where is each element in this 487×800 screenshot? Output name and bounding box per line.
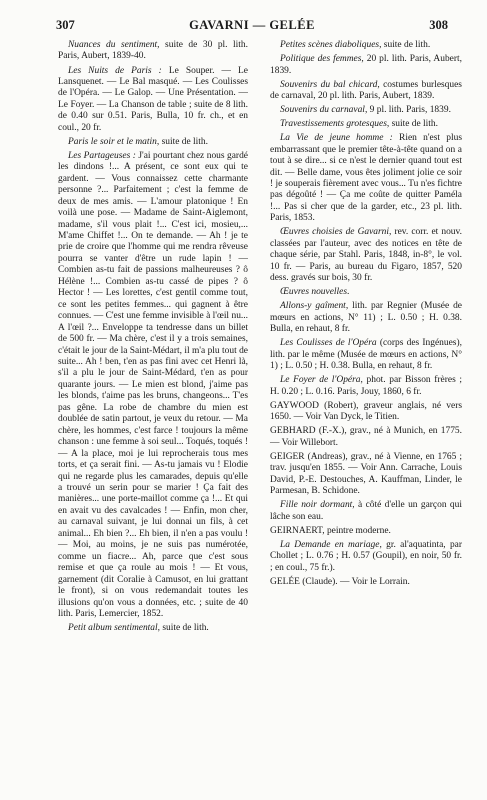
left-column [58, 40, 248, 637]
catalog-entry: Travestissements grotesques, suite de lith. [280, 119, 438, 130]
catalog-entry: Politique des femmes, 20 pl. lith. Paris, Aubert, 1839. [270, 54, 462, 76]
catalog-entry: Fille noir dormant, à côté d'elle un garçon qui lâche son eau. [270, 500, 462, 522]
catalog-entry: Souvenirs du bal chicard, costumes burlesques de carnaval, 20 pl. lith. Paris, Aubert, 1839. [270, 79, 462, 101]
running-title: GAVARNI — GELÉE [189, 18, 315, 32]
catalog-entry: Nuances du sentiment, suite de 30 pl. lith. Paris, Aubert, 1839-40. [58, 40, 248, 62]
running-header [56, 18, 448, 32]
catalog-entry: La Vie de jeune homme : Rien n'est plus embarrassant que le premier tête-à-tête quand on a tout à se dire... si ce n'est le dernier quand tout est dit. — Belle dame, vous êtes joliment jolie ce soir ! je souperais fièrement avec vous... Tu n'es fichtre pas dégoûté ! — Ça me coûte de quitter Paméla !... Pas si cher que de la garder, etc., 23 pl. lith. Paris, 1853. [270, 133, 462, 224]
catalog-entry: Paris le soir et le matin, suite de lith. [68, 136, 208, 147]
artist-entry: GELÉE (Claude). — Voir le Lorrain. [270, 576, 410, 587]
catalog-entry: Les Partageuses : J'ai pourtant chez nous gardé les dindons !... A présent, ce sont eux qui te gardent. — Vous connaissez cette charmante personne ?... Parfaitement ; c'est la femme de deux de mes amis. — L'amour platonique ! En voilà une pose. — Madame de Saint-Aiglemont, madame, s'il vous plait !... C'est ici, mosieu,... M'ame Chiffet !... On te demande. — Ah ! je te prie de croire que l'homme qui me rendra rêveuse pourra se vanter d'être un rude lapin ! — Combien as-tu fait de passions malheureuses ? ô Hélène !... Combien as-tu cassé de pipes ? ô Hector ! — Les lorettes, c'est gentil comme tout, ce sont les petites femmes... qui gagnent à être connues. — C'est une femme invisible à l'œil nu... A l'œil ?... Enveloppe ta tendresse dans un billet de 500 fr. — Ma chère, c'est il y a trois semaines, c'était le jour de la Saint-Médart, il m'a plu tout de suite... Ah ! ben, t'en as pas fini avec cet Henri là, s'il a plu le jour de Saint-Médard, t'en as pour quarante jours. — Le mien est blond, j'aime pas les blonds, t'aime pas les bruns, changeons... T'es pas gêne. La robe de chambre du mien est doublée de satin partout, je veux du retour. — Ma chère, les hommes, c'est farce ! toujours la même chanson : une femme à soi seul... Toqués, toqués ! — A la place, moi je lui reprocherais tous mes torts, et ça serait fini. — As-tu jamais vu ! Elodie qui ne regarde plus les camarades, depuis qu'elle a trouvé un serin pour se marier ! Ça fait des manières... une porte-maillot comme ça !... Et qui en avait vu des cavalcades ! — Enfin, mon cher, au carnaval suivant, je lui donnai un fils, à cet animal... Eh bien ?... Eh bien, il n'en a pas voulu ! — Moi, au moins, je ne suis pas numérotée, comme un fiacre... Ah, parce que c'est sous remise et que ça roule au mois ! — Et vous, garnement (dit Coralie à Camusot, en lui grattant le front), si on vous redemandait toutes les illusions qu'on vous a données, etc. ; suite de 40 lith. Paris, Lemercier, 1852. [58, 150, 248, 619]
catalog-entry: Allons-y gaîment, lith. par Regnier (Musée de mœurs en actions, N° 11) ; L. 0.50 ; H. 0.38. Bulla, en rehaut, 8 fr. [270, 301, 462, 335]
catalog-entry: Souvenirs du carnaval, 9 pl. lith. Paris, 1839. [280, 105, 451, 116]
catalog-subheading: Œuvres nouvelles. [280, 287, 350, 298]
artist-entry: GEBHARD (F.-X.), grav., né à Munich, en 1775. — Voir Willebort. [270, 426, 462, 448]
artist-entry: GEIRNAERT, peintre moderne. [270, 525, 391, 536]
right-column [270, 40, 462, 591]
page-number-left: 307 [56, 18, 75, 32]
artist-entry: GAYWOOD (Robert), graveur anglais, né vers 1650. — Voir Van Dyck, le Titien. [270, 400, 463, 423]
catalog-entry: Les Nuits de Paris : Le Souper. — Le Lansquenet. — Le Bal masqué. — Les Coulisses de l'Opéra. — Le Galop. — Une Présentation. — Le Foyer. — La Chanson de table ; suite de 8 lith. de 0.40 sur 0.51. Paris, Bulla, 10 fr. ch., et en coul., 20 fr. [58, 65, 248, 133]
artist-entry: GEIGER (Andreas), grav., né à Vienne, en 1765 ; trav. jusqu'en 1855. — Voir Ann. Carrache, Louis David, P.-E. Destouches, A. Kauffman, Linder, le Parmesan, B. Schidone. [270, 451, 462, 497]
catalog-entry: La Demande en mariage, gr. al'aquatinta, par Chollet ; L. 0.76 ; H. 0.57 (Goupil), en noir, 50 fr. ; en coul., 75 fr.). [270, 539, 462, 573]
catalog-entry: Petites scènes diaboliques, suite de lith. [280, 40, 431, 50]
catalog-entry: Œuvres choisies de Gavarni, rev. corr. et nouv. classées par l'auteur, avec des notices en tête de chaque série, par Stahl. Paris, 1848, in-8°, le vol. 10 fr. — Paris, au bureau du Figaro, 1857, 520 dess. gravés sur bois, 30 fr. [270, 227, 462, 284]
catalog-entry: Le Foyer de l'Opéra, phot. par Bisson frères ; H. 0.20 ; L. 0.16. Paris, Jouy, 1860, 6 fr. [270, 375, 462, 397]
catalog-entry: Les Coulisses de l'Opéra (corps des Ingénues), lith. par le même (Musée de mœurs en actions, N° 1) ; L. 0.50 ; H. 0.38. Bulla, en rehaut, 8 fr. [270, 338, 462, 372]
catalog-entry: Petit album sentimental, suite de lith. [68, 623, 209, 634]
page-number-right: 308 [429, 18, 448, 32]
